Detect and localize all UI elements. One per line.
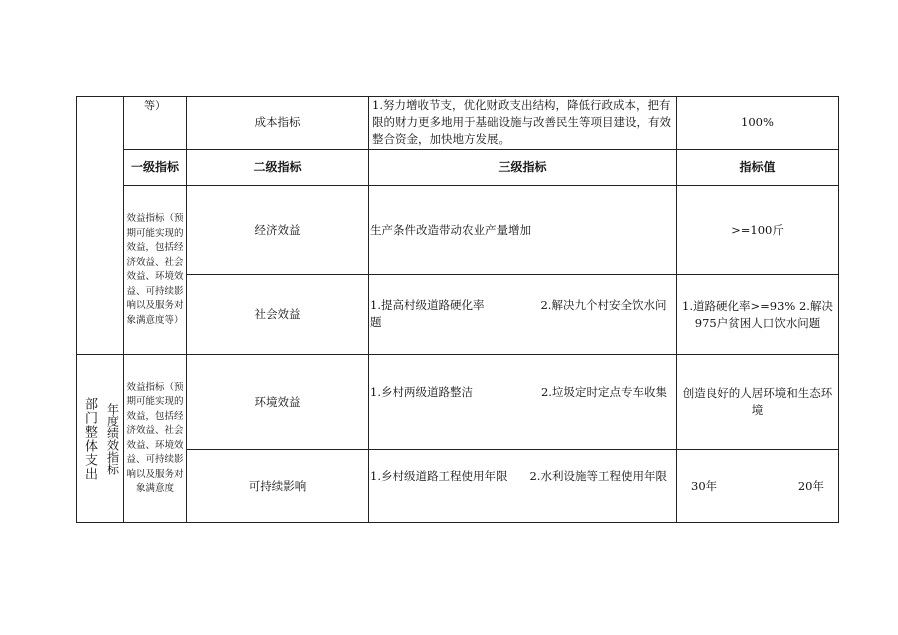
subsection-label: 年度绩效指标: [105, 402, 120, 475]
section-label: 部门整体支出: [82, 396, 97, 481]
cost-row-second-level: 成本指标: [254, 115, 301, 129]
sustain-value-2: 20年: [797, 478, 824, 493]
economic-second-level: 经济效益: [254, 222, 301, 237]
benefit-indicator-note: 效益指标（预期可能实现的效益，包括经济效益、社会效益、环境效益、可持续影响以及服务对象满意度: [126, 381, 184, 494]
benefit-indicator-note: 效益指标（预期可能实现的效益，包括经济效益、社会效益、环境效益、可持续影响以及服务对象满意度等）: [126, 213, 184, 326]
header-first-level: 一级指标: [130, 160, 179, 174]
table-border-bottom: [76, 522, 839, 523]
environment-value: 创造良好的人居环境和生态环境: [682, 386, 833, 417]
sustain-indicator-2: 2.水利设施等工程使用年限: [529, 469, 667, 483]
social-third-level: [370, 275, 675, 354]
environment-indicator-1: 1.乡村两级道路整洁: [370, 385, 473, 399]
header-third-level: 三级指标: [498, 160, 547, 174]
header-second-level: 二级指标: [253, 160, 302, 174]
sustain-second-level: 可持续影响: [248, 478, 307, 493]
environment-second-level: 环境效益: [254, 394, 301, 409]
environment-indicator-2: 2.垃圾定时定点专车收集: [540, 385, 667, 399]
header-value: 指标值: [739, 160, 776, 174]
economic-value: >=100斤: [731, 222, 784, 237]
social-value: 1.道路硬化率>=93% 2.解决975户贫困人口饮水问题: [682, 298, 833, 330]
economic-third-level: 生产条件改造带动农业产量增加: [370, 222, 531, 237]
social-indicator-1: 1.提高村级道路硬化率: [370, 298, 485, 312]
sustain-value: [677, 450, 838, 522]
sustain-third-level: [370, 450, 675, 522]
social-second-level: 社会效益: [254, 307, 301, 321]
sustain-indicator-1: 1.乡村级道路工程使用年限: [370, 469, 508, 483]
sustain-value-1: 30年: [691, 478, 718, 493]
cost-row-third-level: 1.努力增收节支，优化财政支出结构，降低行政成本，把有限的财力更多地用于基础设施与改善民生等项目建设，有效整合资金，加快地方发展。: [372, 98, 671, 146]
indicator-table: [76, 96, 839, 523]
table-border-right: [838, 96, 839, 523]
cost-row-first-level: 等）: [144, 98, 166, 112]
social-indicator-2: 2.解决九个村安全饮水问题: [370, 298, 667, 329]
cost-row-value: 100%: [741, 115, 774, 129]
environment-third-level: [370, 355, 675, 449]
